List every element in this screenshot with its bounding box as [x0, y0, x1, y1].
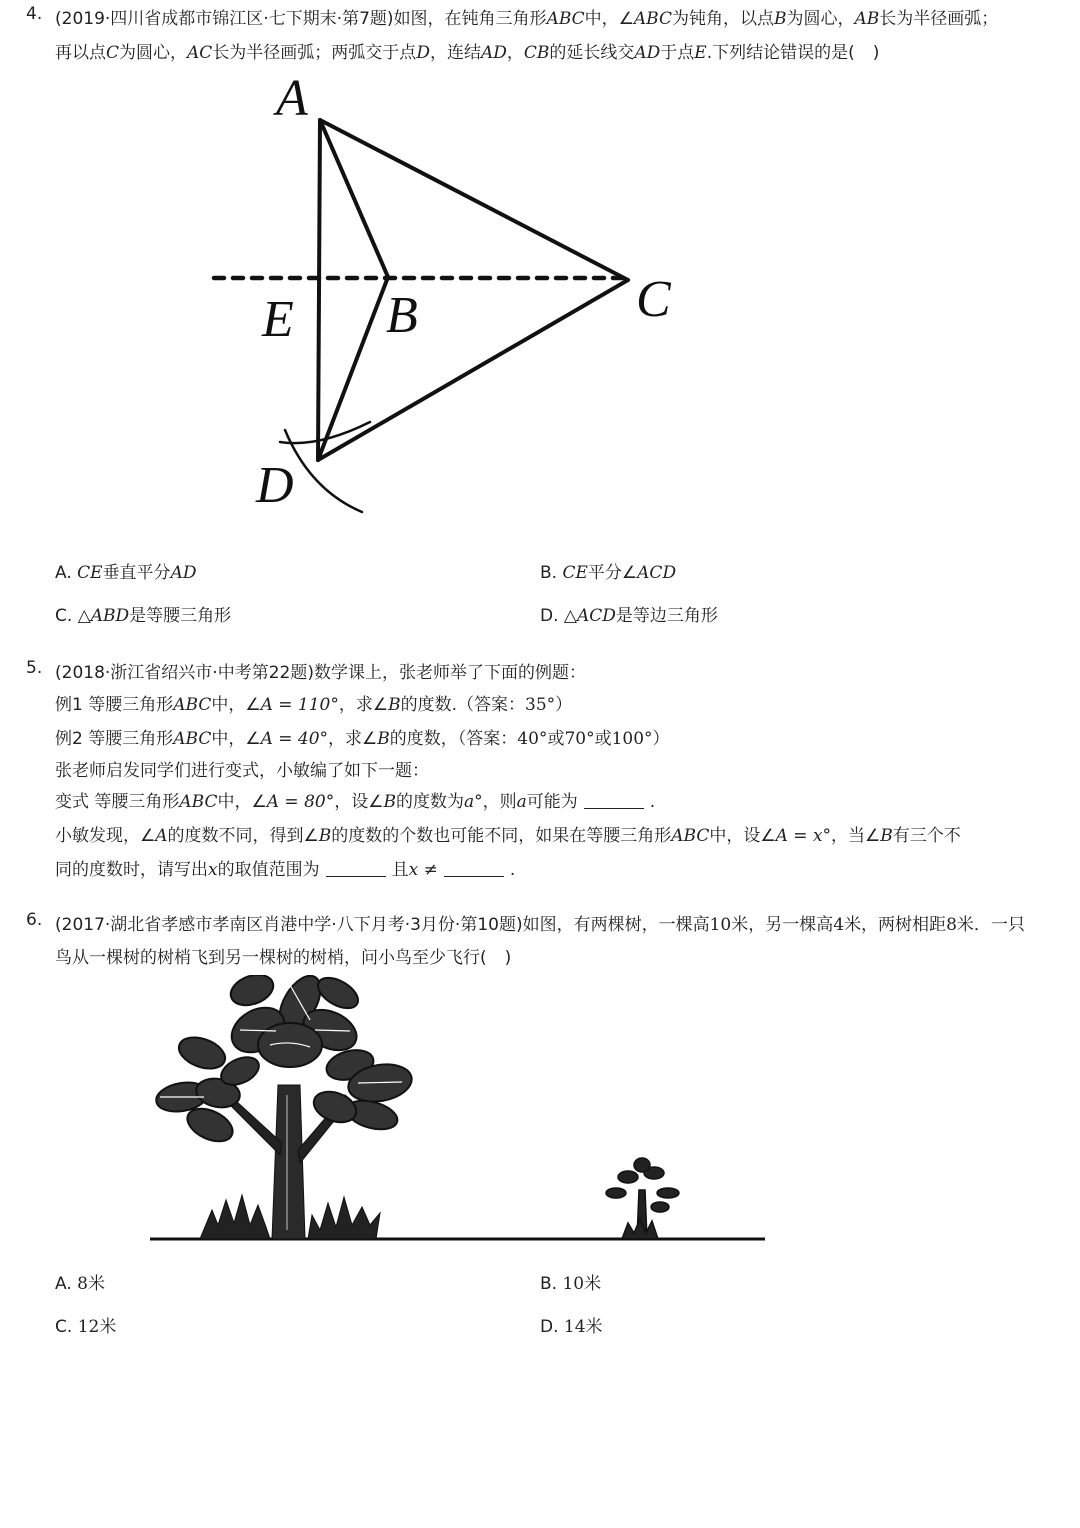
answer-blank-3[interactable] [444, 876, 504, 877]
question-stem-line-1: (2017·湖北省孝感市孝南区肖港中学·八下月考·3月份·第10题)如图，有两棵树，一棵高10米，另一棵高4米，两树相距8米．一只 [55, 915, 1025, 935]
question-number: 4. [26, 4, 43, 24]
option-b[interactable]: B. 10米 [540, 1274, 602, 1294]
question-stem-line-2: 再以点C为圆心，AC长为半径画弧；两弧交于点D，连结AD，CB的延长线交AD于点E.下列结论错误的是( ) [55, 43, 880, 63]
option-d[interactable]: D. 14米 [540, 1317, 603, 1337]
question-stem-line-6: 小敏发现，∠A的度数不同，得到∠B的度数的个数也可能不同，如果在等腰三角形ABC中，设∠A = x°，当∠B有三个不 [55, 826, 961, 846]
option-b[interactable]: B. CE平分∠ACD [540, 563, 677, 583]
segment-ad [318, 120, 320, 460]
option-d[interactable]: D. △ACD是等边三角形 [540, 606, 718, 626]
answer-blank-2[interactable] [326, 876, 386, 877]
question-stem-line-7: 同的度数时，请写出x的取值范围为 且x ≠ . [55, 860, 516, 880]
answer-blank-1[interactable] [584, 808, 644, 809]
segment-ab [320, 120, 388, 277]
option-c[interactable]: C. 12米 [55, 1317, 117, 1337]
question-number: 5. [26, 658, 43, 678]
segment-bd [318, 277, 388, 460]
question-stem-line-4: 张老师启发同学们进行变式，小敏编了如下一题： [55, 761, 429, 781]
label-b: B [386, 287, 418, 344]
option-c[interactable]: C. △ABD是等腰三角形 [55, 606, 232, 626]
variant-problem: 变式 等腰三角形ABC中，∠A = 80°，设∠B的度数为a°，则a可能为 . [55, 792, 656, 812]
label-a: A [276, 70, 308, 127]
two-trees-figure [140, 975, 780, 1250]
option-a[interactable]: A. 8米 [55, 1274, 105, 1294]
segment-ac [320, 120, 628, 280]
segment-cd [318, 280, 628, 460]
label-c: C [636, 271, 671, 328]
label-e: E [262, 291, 294, 348]
example-1: 例1 等腰三角形ABC中，∠A = 110°，求∠B的度数.（答案：35°） [55, 695, 573, 715]
question-number: 6. [26, 910, 43, 930]
question-stem-line-2: 鸟从一棵树的树梢飞到另一棵树的树梢，问小鸟至少飞行( ) [55, 948, 512, 968]
tall-tree [154, 975, 415, 1239]
question-stem-line-1: (2019·四川省成都市锦江区·七下期末·第7题)如图，在钝角三角形ABC中，∠ABC为钝角，以点B为圆心，AB长为半径画弧； [55, 9, 999, 29]
short-tree [606, 1158, 679, 1239]
example-2: 例2 等腰三角形ABC中，∠A = 40°，求∠B的度数，（答案：40°或70°或100°） [55, 729, 670, 749]
label-d: D [256, 457, 294, 514]
option-a[interactable]: A. CE垂直平分AD [55, 563, 197, 583]
triangle-figure [200, 70, 720, 530]
question-stem-line-1: (2018·浙江省绍兴市·中考第22题)数学课上，张老师举了下面的例题： [55, 663, 586, 683]
